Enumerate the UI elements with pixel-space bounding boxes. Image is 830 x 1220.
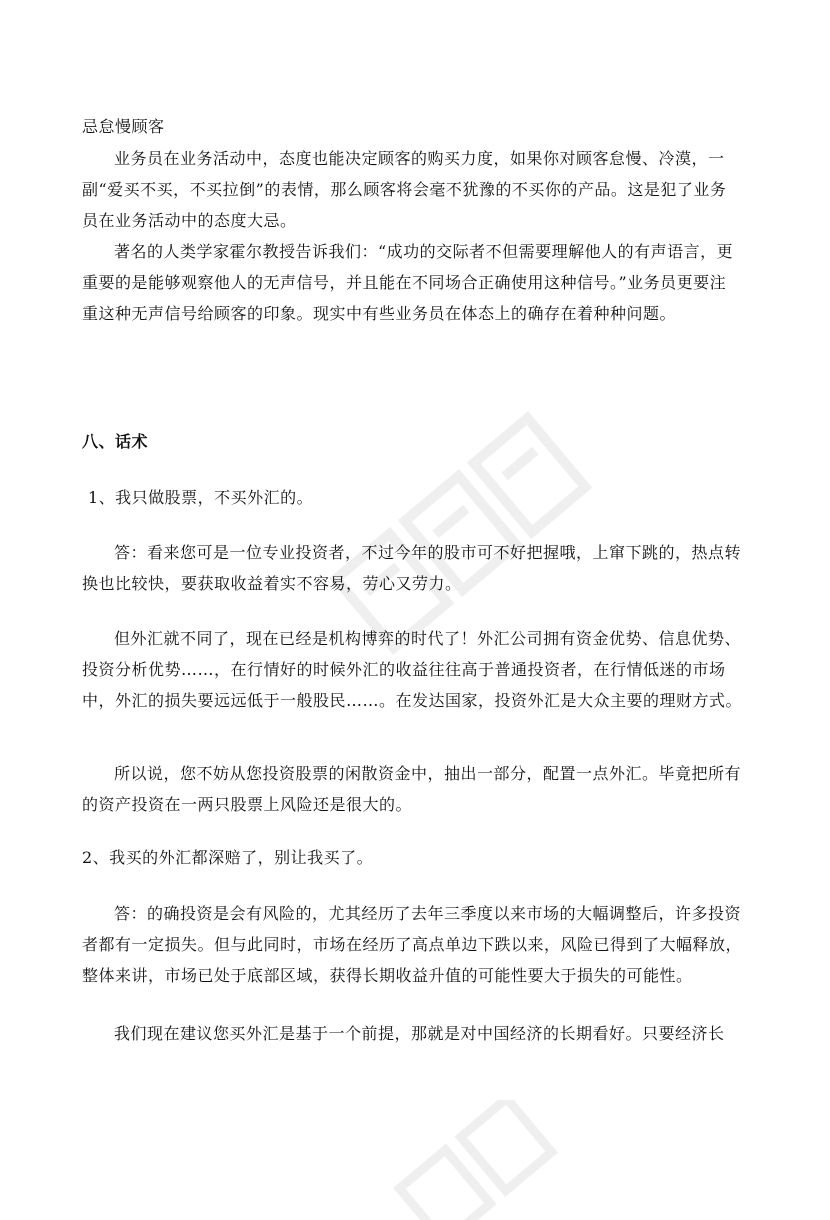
question-1-block [88, 482, 748, 513]
paragraph-2: 著名的人类学家霍尔教授告诉我们：“成功的交际者不但需要理解他人的有声语言，更重要的是能够观察他人的无声信号，并且能在不同场合正确使用这种信号。”业务员更要注重这种无声信号给顾客的印象。现实中有些业务员在体态上的确存在着种种问题。 [82, 242, 734, 323]
paragraph-attitude [82, 143, 742, 236]
section-title-neglect: 忌怠慢顾客 [82, 117, 165, 136]
answer-1-part-2-block [82, 623, 742, 716]
question-2: 2、我买的外汇都深赔了，别让我买了。 [82, 848, 374, 867]
answer-1-part-3-block [82, 758, 742, 820]
section-intro [82, 111, 742, 142]
answer-1-part-1: 答：看来您可是一位专业投资者，不过今年的股市可不好把握哦，上窜下跳的，热点转换也比较快，要获取收益着实不容易，劳心又劳力。 [82, 543, 742, 593]
answer-2-part-1-block [82, 898, 742, 991]
question-1: 1、我只做股票，不买外汇的。 [88, 488, 314, 507]
section-heading-scripts: 八、话术 [82, 432, 149, 451]
answer-2-part-1: 答：的确投资是会有风险的，尤其经历了去年三季度以来市场的大幅调整后，许多投资者都有一定损失。但与此同时，市场在经历了高点单边下跌以来，风险已得到了大幅释放，整体来讲，市场已处于底部区域，获得长期收益升值的可能性要大于损失的可能性。 [82, 904, 743, 985]
heading-block [82, 426, 742, 457]
answer-1-part-2: 但外汇就不同了，现在已经是机构博弈的时代了！外汇公司拥有资金优势、信息优势、投资分析优势……，在行情好的时候外汇的收益往往高于普通投资者，在行情低迷的市场中，外汇的损失要远远低于一般股民……。在发达国家，投资外汇是大众主要的理财方式。 [82, 629, 743, 710]
answer-2-part-2: 我们现在建议您买外汇是基于一个前提，那就是对中国经济的长期看好。只要经济长 [114, 1024, 725, 1043]
answer-1-part-1-block [82, 537, 742, 599]
paragraph-1: 业务员在业务活动中，态度也能决定顾客的购买力度，如果你对顾客怠慢、冷漠，一副“爱买不买，不买拉倒”的表情，那么顾客将会毫不犹豫的不买你的产品。这是犯了业务员在业务活动中的态度大忌。 [82, 149, 727, 230]
answer-1-part-3: 所以说，您不妨从您投资股票的闲散资金中，抽出一部分，配置一点外汇。毕竟把所有的资产投资在一两只股票上风险还是很大的。 [82, 764, 742, 814]
answer-2-part-2-block [82, 1018, 742, 1049]
question-2-block [82, 842, 742, 873]
paragraph-hall [82, 236, 742, 329]
watermark-logo-bottom [380, 1100, 580, 1220]
